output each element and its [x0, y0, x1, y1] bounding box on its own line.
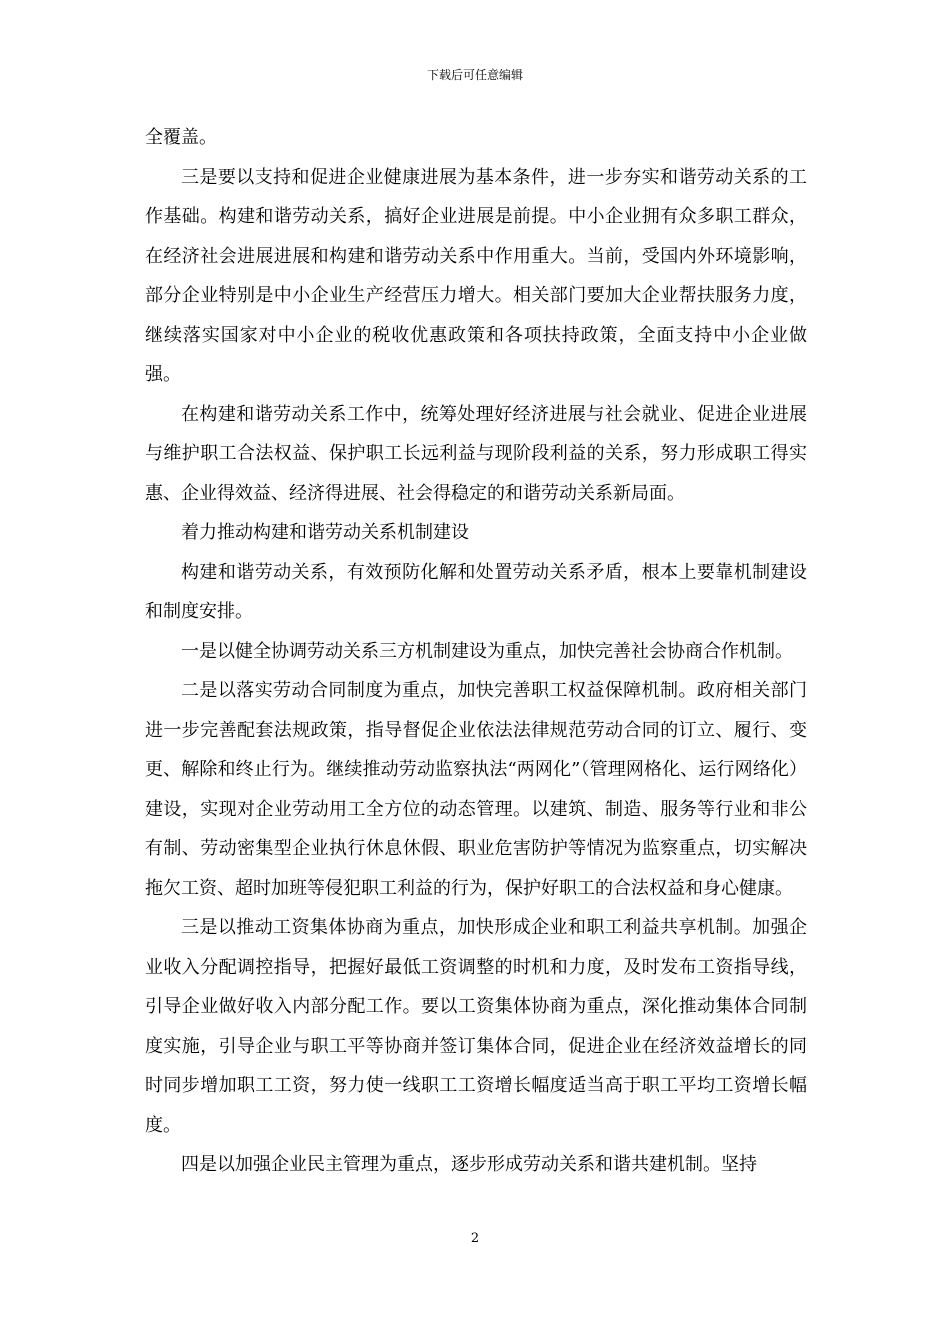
paragraph: 一是以健全协调劳动关系三方机制建设为重点，加快完善社会协商合作机制。: [181, 640, 793, 662]
page-number: 2: [470, 1231, 480, 1246]
paragraph: 三是要以支持和促进企业健康进展为基本条件，进一步夯实和谐劳动关系的工作基础。构建和谐劳动关系，搞好企业进展是前提。中小企业拥有众多职工群众，在经济社会进展进展和构建和谐劳动关系中作用重大。当前，受国内外环境影响，部分企业特别是中小企业生产经营压力增大。相关部门要加大企业帮扶服务力度，继续落实国家对中小企业的税收优惠政策和各项扶持政策，全面支持中小企业做强。: [145, 166, 807, 385]
page-header: 下载后可任意编辑: [426, 68, 523, 82]
paragraph: 三是以推动工资集体协商为重点，加快形成企业和职工利益共享机制。加强企业收入分配调控指导，把握好最低工资调整的时机和力度，及时发布工资指导线，引导企业做好收入内部分配工作。要以工资集体协商为重点，深化推动集体合同制度实施，引导企业与职工平等协商并签订集体合同，促进企业在经济效益增长的同时同步增加职工工资，努力使一线职工工资增长幅度适当高于职工平均工资增长幅度。: [145, 917, 807, 1136]
paragraph: 构建和谐劳动关系，有效预防化解和处置劳动关系矛盾，根本上要靠机制建设和制度安排。: [145, 561, 807, 622]
paragraph: 四是以加强企业民主管理为重点，逐步形成劳动关系和谐共建机制。坚持: [181, 1154, 757, 1175]
paragraph: 二是以落实劳动合同制度为重点，加快完善职工权益保障机制。政府相关部门进一步完善配套法规政策，指导督促企业依法法律规范劳动合同的订立、履行、变更、解除和终止行为。继续推动劳动监察执法“两网化”（管理网格化、运行网络化）建设，实现对企业劳动用工全方位的动态管理。以建筑、制造、服务等行业和非公有制、劳动密集型企业执行休息休假、职业危害防护等情况为监察重点，切实解决拖欠工资、超时加班等侵犯职工利益的行为，保护好职工的合法权益和身心健康。: [145, 680, 807, 899]
paragraph: 全覆盖。: [145, 127, 217, 148]
document-body: [145, 118, 807, 1185]
section-heading: 着力推动构建和谐劳动关系机制建设: [181, 522, 469, 543]
paragraph: 在构建和谐劳动关系工作中，统筹处理好经济进展与社会就业、促进企业进展与维护职工合法权益、保护职工长远利益与现阶段利益的关系，努力形成职工得实惠、企业得效益、经济得进展、社会得稳定的和谐劳动关系新局面。: [145, 403, 807, 504]
